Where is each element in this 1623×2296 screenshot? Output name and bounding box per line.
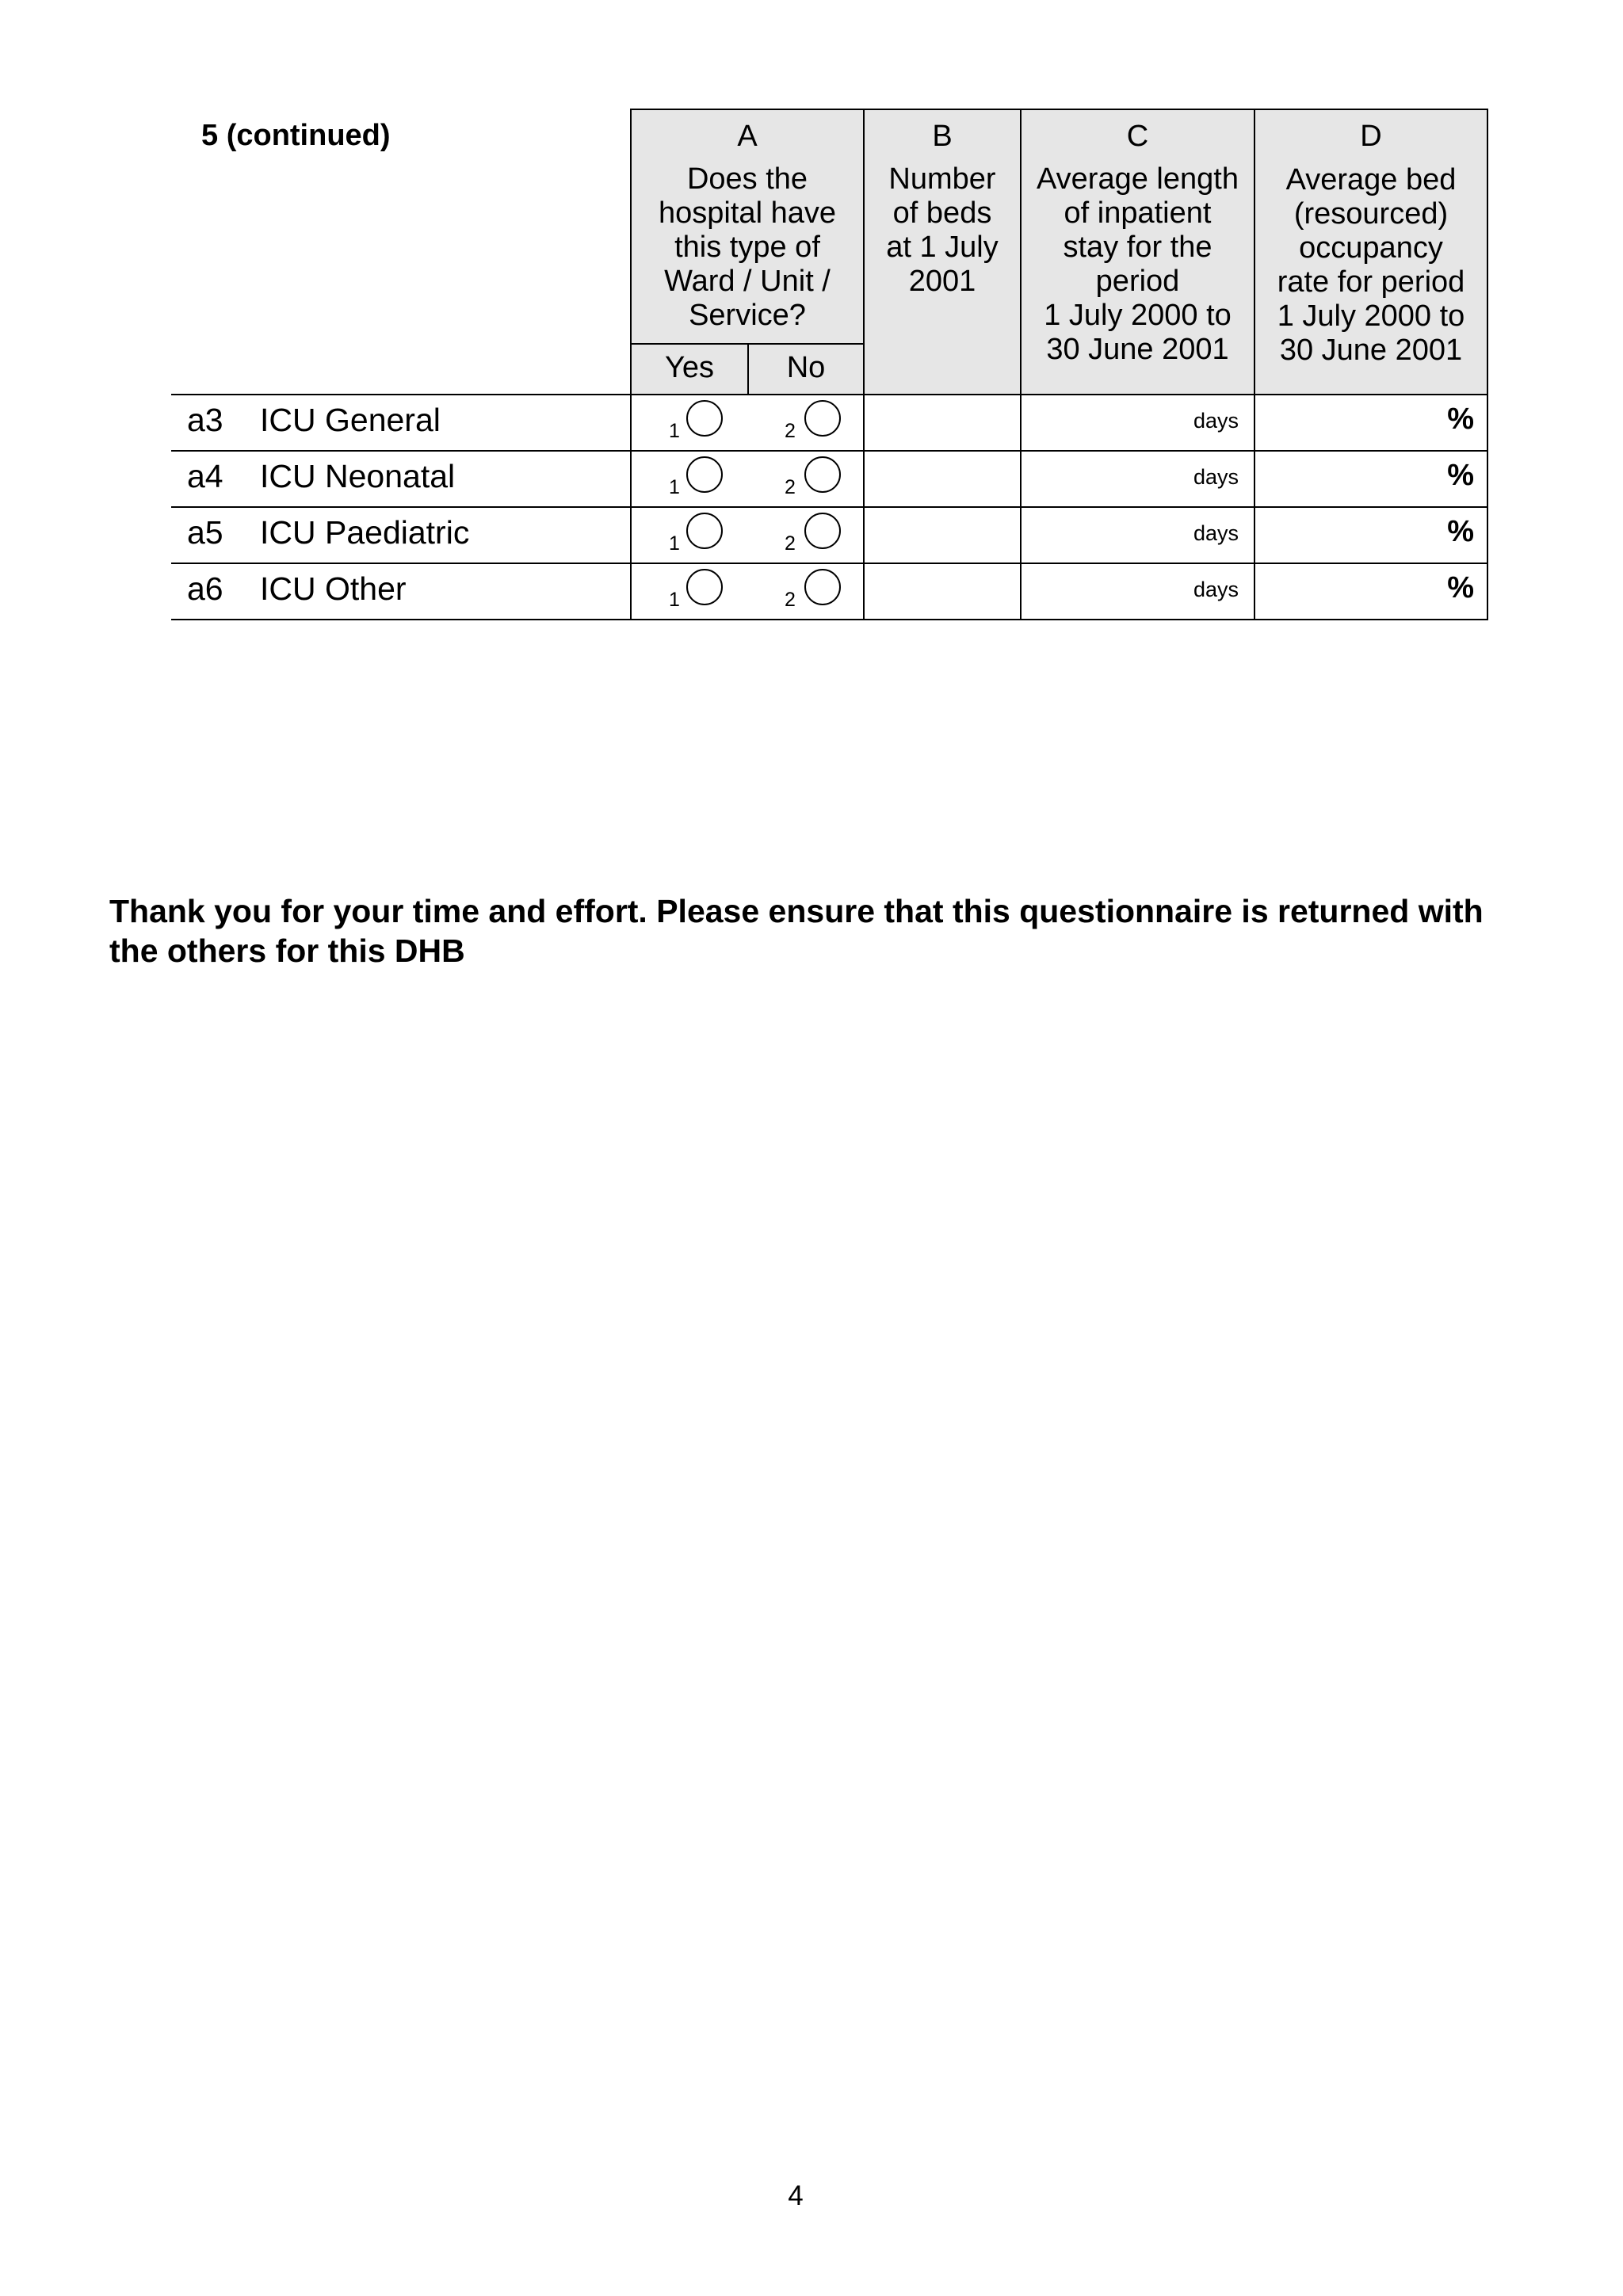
page-number: 4 (788, 2180, 804, 2211)
row-divider (171, 619, 1488, 620)
beds-input[interactable] (865, 564, 1020, 618)
percent-unit-label: % (1447, 515, 1474, 548)
percent-unit-label: % (1447, 402, 1474, 436)
beds-input[interactable] (865, 452, 1020, 505)
column-a-yes-header: Yes (630, 343, 749, 395)
thank-you-note: Thank you for your time and effort. Please ensure that this questionnaire is returned with the others for this DHB (109, 893, 1484, 969)
no-radio[interactable] (804, 456, 841, 493)
row-code: a3 (187, 402, 223, 438)
yes-radio[interactable] (686, 456, 723, 493)
yes-option-number: 1 (669, 476, 680, 498)
no-option-number: 2 (785, 532, 796, 555)
yes-option-number: 1 (669, 420, 680, 442)
column-b-header (863, 109, 1022, 395)
column-d-description: Average bed (resourced) occupancy rate for period 1 July 2000 to 30 June 2001 (1277, 163, 1465, 367)
percent-unit-label: % (1447, 571, 1474, 605)
column-c-description: Average length of inpatient stay for the period 1 July 2000 to 30 June 2001 (1037, 162, 1239, 366)
row-label: ICU Other (260, 570, 407, 607)
days-unit-label: days (1193, 521, 1239, 545)
beds-input[interactable] (865, 395, 1020, 449)
column-a-letter: A (737, 120, 758, 153)
yes-radio[interactable] (686, 400, 723, 437)
no-option-number: 2 (785, 420, 796, 442)
row-label: ICU Neonatal (260, 458, 456, 494)
row-code: a5 (187, 514, 223, 551)
days-unit-label: days (1193, 465, 1239, 489)
no-option-number: 2 (785, 589, 796, 611)
section-label: 5 (continued) (201, 119, 391, 152)
no-option-number: 2 (785, 476, 796, 498)
yes-radio[interactable] (686, 569, 723, 605)
yes-option-number: 1 (669, 532, 680, 555)
days-unit-label: days (1193, 409, 1239, 433)
column-b-description: Number of beds at 1 July 2001 (886, 162, 999, 298)
column-divider (630, 394, 632, 620)
column-a-no-header: No (747, 343, 865, 395)
column-b-letter: B (932, 120, 953, 153)
yes-radio[interactable] (686, 513, 723, 549)
column-a-description: Does the hospital have this type of Ward / Unit / Service? (659, 162, 836, 332)
row-label: ICU General (260, 402, 441, 438)
row-label: ICU Paediatric (260, 514, 470, 551)
column-d-letter: D (1360, 120, 1382, 153)
days-unit-label: days (1193, 578, 1239, 601)
no-radio[interactable] (804, 400, 841, 437)
column-c-letter: C (1126, 120, 1149, 153)
column-c-header (1020, 109, 1255, 395)
yes-option-number: 1 (669, 589, 680, 611)
no-radio[interactable] (804, 569, 841, 605)
percent-unit-label: % (1447, 459, 1474, 492)
row-code: a6 (187, 570, 223, 607)
column-divider (1487, 394, 1488, 620)
no-radio[interactable] (804, 513, 841, 549)
row-code: a4 (187, 458, 223, 494)
beds-input[interactable] (865, 508, 1020, 562)
column-d-header (1254, 109, 1488, 395)
